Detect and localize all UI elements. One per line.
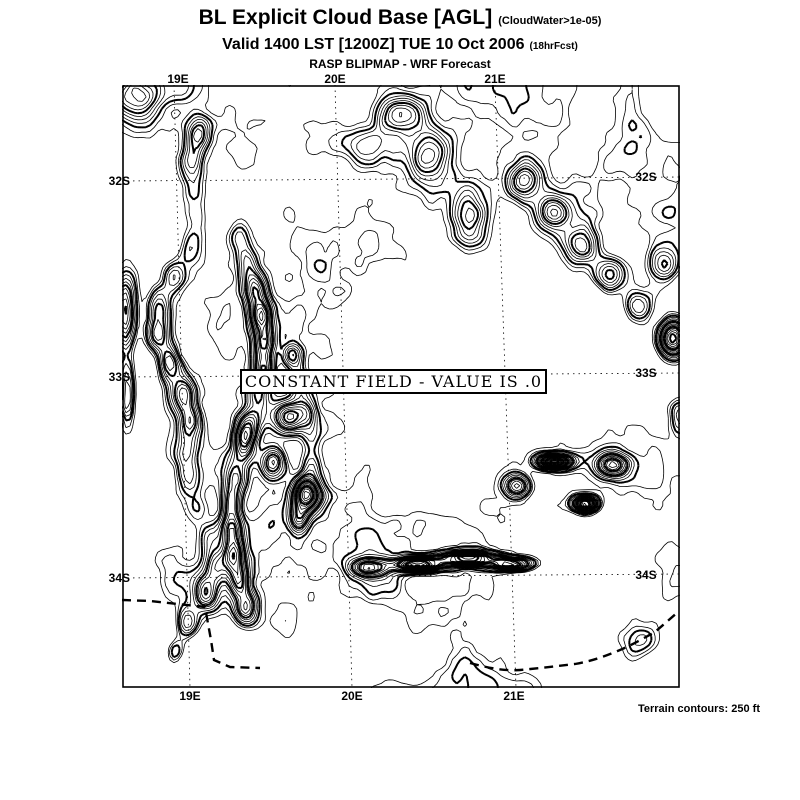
lon-label-top-20e: 20E [324, 72, 346, 86]
title-threshold-note: (CloudWater>1e-05) [498, 15, 602, 27]
valid-time-line [0, 36, 800, 54]
lat-label-right-32s: 32S [635, 170, 657, 184]
lon-label-bottom-20e: 20E [341, 689, 363, 703]
coastline-dashed [122, 600, 678, 670]
forecast-hour-note: (18hrFcst) [529, 41, 578, 52]
lat-label-left-33s: 33S [108, 370, 130, 384]
lon-label-bottom-21e: 21E [503, 689, 525, 703]
model-subtitle: RASP BLIPMAP - WRF Forecast [309, 57, 491, 71]
lon-label-top-21e: 21E [484, 72, 506, 86]
page-title [0, 6, 800, 30]
contour-map [108, 72, 680, 703]
lat-label-left-32s: 32S [108, 174, 130, 188]
constant-field-box: CONSTANT FIELD - VALUE IS .0 [240, 369, 547, 394]
lat-label-right-34s: 34S [635, 568, 657, 582]
lat-label-left-34s: 34S [108, 571, 130, 585]
lon-label-bottom-19e: 19E [179, 689, 201, 703]
title-text: BL Explicit Cloud Base [AGL] [198, 6, 493, 29]
lat-label-right-33s: 33S [635, 366, 657, 380]
lon-label-top-19e: 19E [167, 72, 189, 86]
terrain-contour-note: Terrain contours: 250 ft [637, 703, 760, 715]
coast-south [470, 612, 678, 670]
valid-time-text: Valid 1400 LST [1200Z] TUE 10 Oct 2006 [222, 36, 525, 53]
